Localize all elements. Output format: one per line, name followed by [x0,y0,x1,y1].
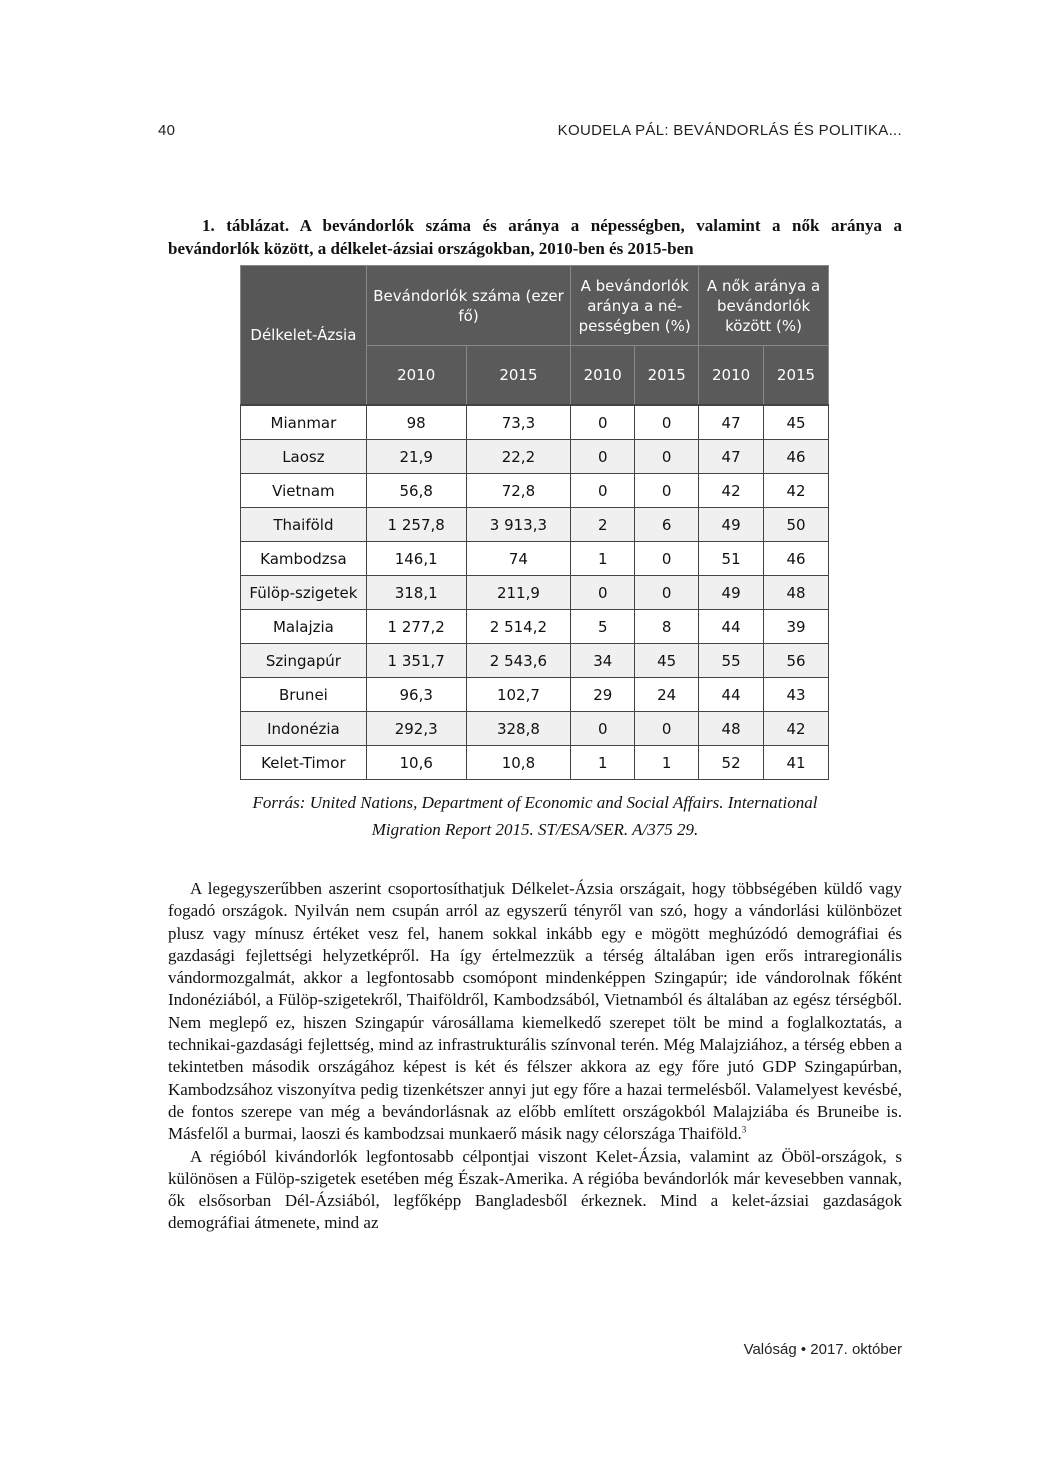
table-row [241,542,829,576]
value-cell: 48 [764,576,829,610]
table-row [241,405,829,440]
value-cell: 49 [699,576,764,610]
value-cell: 102,7 [466,678,571,712]
value-cell: 0 [571,474,635,508]
value-cell: 1 277,2 [366,610,466,644]
year-header: 2015 [764,346,829,406]
value-cell: 328,8 [466,712,571,746]
value-cell: 2 543,6 [466,644,571,678]
value-cell: 2 514,2 [466,610,571,644]
value-cell: 21,9 [366,440,466,474]
page-header [158,122,902,144]
value-cell: 41 [764,746,829,780]
table-caption: 1. táblázat. A bevándorlók száma és aránya a népességben, valamint a nők aránya a bevándorlók között, a délkelet-ázsiai országokban, 2010-ben és 2015-ben [168,216,902,258]
value-cell: 8 [635,610,699,644]
paragraph: A régióból kivándorlók legfontosabb célpontjai viszont Kelet-Ázsia, valamint az Öböl-országok, s különösen a Fülöp-szigetek esetében még Észak-Amerika. A régióba bevándorlók már kevesebben vannak, ők elsősorban Dél-Ázsiából, legfőképp Bangladesből érkeznek. Mind a kelet-ázsiai gazdaságok demográfiai átmenete, mind az [168,1146,902,1233]
paragraph-1-text: A legegyszerűbben aszerint csoportosíthatjuk Délkelet-Ázsia országait, hogy többségében küldő vagy fogadó országok. Nyilván nem csupán arról az egyszerű tényről van szó, hogy a vándorlási különbözet plusz vagy mínusz értéket vesz fel, hanem sokkal inkább egy e mögött meghúzódó demográfiai és gazdasági fejlettségi helyzetképről. Ha így értelmezzük a térség általában igen erős intraregionális vándormozgalmát, akkor a legfontosabb csomópont mindenképpen Szingapúr; ide vándorolnak főként Indonéziából, a Fülöp-szigetekről, Thaiföldről, Kambodzsából, Vietnamból és általában az egész térségből. Nem meglepő ez, hiszen Szingapúr városállama kiemelkedő szerepet tölt be mind a foglalkoztatás, a technikai-gazdasági fejlettség, mind az infrastrukturális színvonal terén. Még Malajziához, a térség ebben a tekintetben második országához képest is két és félszer akkora az egy főre jutó GDP Szingapúrban, Kambodzsához viszonyítva pedig tizenkétszer annyi jut egy főre a hazai termelésből. Valamelyest kevésbé, de fontos szerepe van még a bevándorlásnak az előbb említett országokból Malajziába és Bruneibe is. Másfelől a burmai, laoszi és kambodzsai munkaerő másik nagy célországa Thaiföld. [168,879,902,1144]
year-header: 2015 [466,346,571,406]
value-cell: 46 [764,440,829,474]
table-row [241,712,829,746]
value-cell: 73,3 [466,405,571,440]
value-cell: 42 [764,712,829,746]
value-cell: 0 [571,576,635,610]
col-header-immigrant-count: Bevándorlók száma (ezer fő) [366,266,570,346]
value-cell: 24 [635,678,699,712]
value-cell: 0 [635,576,699,610]
country-cell: Kambodzsa [241,542,367,576]
value-cell: 47 [699,405,764,440]
value-cell: 211,9 [466,576,571,610]
value-cell: 48 [699,712,764,746]
table-row [241,746,829,780]
value-cell: 1 [571,542,635,576]
value-cell: 1 [571,746,635,780]
table-row [241,440,829,474]
table-row [241,576,829,610]
value-cell: 45 [764,405,829,440]
col-header-immigrant-share: A bevándorlók aránya a népességben (%) [571,266,699,346]
country-cell: Brunei [241,678,367,712]
value-cell: 1 257,8 [366,508,466,542]
value-cell: 96,3 [366,678,466,712]
year-header: 2010 [699,346,764,406]
value-cell: 1 [635,746,699,780]
value-cell: 0 [635,474,699,508]
value-cell: 46 [764,542,829,576]
table-source [168,789,902,843]
value-cell: 49 [699,508,764,542]
country-cell: Kelet-Timor [241,746,367,780]
country-cell: Thaiföld [241,508,367,542]
country-cell: Mianmar [241,405,367,440]
table-body [241,405,829,780]
page-number: 40 [158,122,176,139]
value-cell: 56,8 [366,474,466,508]
value-cell: 0 [635,712,699,746]
year-header: 2010 [571,346,635,406]
value-cell: 42 [764,474,829,508]
running-title: KOUDELA PÁL: BEVÁNDORLÁS ÉS POLITIKA... [557,122,902,139]
table-row [241,508,829,542]
year-header: 2015 [635,346,699,406]
value-cell: 0 [635,440,699,474]
value-cell: 50 [764,508,829,542]
value-cell: 51 [699,542,764,576]
country-cell: Szingapúr [241,644,367,678]
footnote-mark: 3 [741,1124,747,1135]
value-cell: 3 913,3 [466,508,571,542]
value-cell: 5 [571,610,635,644]
value-cell: 44 [699,610,764,644]
country-cell: Malajzia [241,610,367,644]
table-row [241,474,829,508]
value-cell: 0 [635,542,699,576]
source-line-2: Migration Report 2015. ST/ESA/SER. A/375 29. [371,820,699,839]
value-cell: 43 [764,678,829,712]
immigration-table [240,265,829,780]
value-cell: 0 [571,440,635,474]
value-cell: 34 [571,644,635,678]
value-cell: 52 [699,746,764,780]
value-cell: 45 [635,644,699,678]
value-cell: 74 [466,542,571,576]
value-cell: 47 [699,440,764,474]
value-cell: 318,1 [366,576,466,610]
value-cell: 44 [699,678,764,712]
country-cell: Indonézia [241,712,367,746]
table-row [241,610,829,644]
year-header: 2010 [366,346,466,406]
value-cell: 292,3 [366,712,466,746]
value-cell: 146,1 [366,542,466,576]
table-row [241,678,829,712]
country-cell: Laosz [241,440,367,474]
table-row [241,644,829,678]
value-cell: 22,2 [466,440,571,474]
value-cell: 6 [635,508,699,542]
value-cell: 1 351,7 [366,644,466,678]
value-cell: 39 [764,610,829,644]
value-cell: 56 [764,644,829,678]
body-text [168,878,902,1235]
value-cell: 55 [699,644,764,678]
value-cell: 10,6 [366,746,466,780]
col-header-women-share: A nők aránya a bevándorlók között (%) [699,266,829,346]
value-cell: 72,8 [466,474,571,508]
value-cell: 98 [366,405,466,440]
value-cell: 0 [635,405,699,440]
col-header-region: Délkelet-Ázsia [241,266,367,406]
page-footer: Valóság • 2017. október [743,1341,902,1358]
value-cell: 0 [571,712,635,746]
paragraph [168,878,902,1146]
value-cell: 0 [571,405,635,440]
country-cell: Vietnam [241,474,367,508]
value-cell: 29 [571,678,635,712]
country-cell: Fülöp-szigetek [241,576,367,610]
value-cell: 10,8 [466,746,571,780]
value-cell: 2 [571,508,635,542]
value-cell: 42 [699,474,764,508]
source-line-1: Forrás: United Nations, Department of Economic and Social Affairs. International [252,793,818,812]
